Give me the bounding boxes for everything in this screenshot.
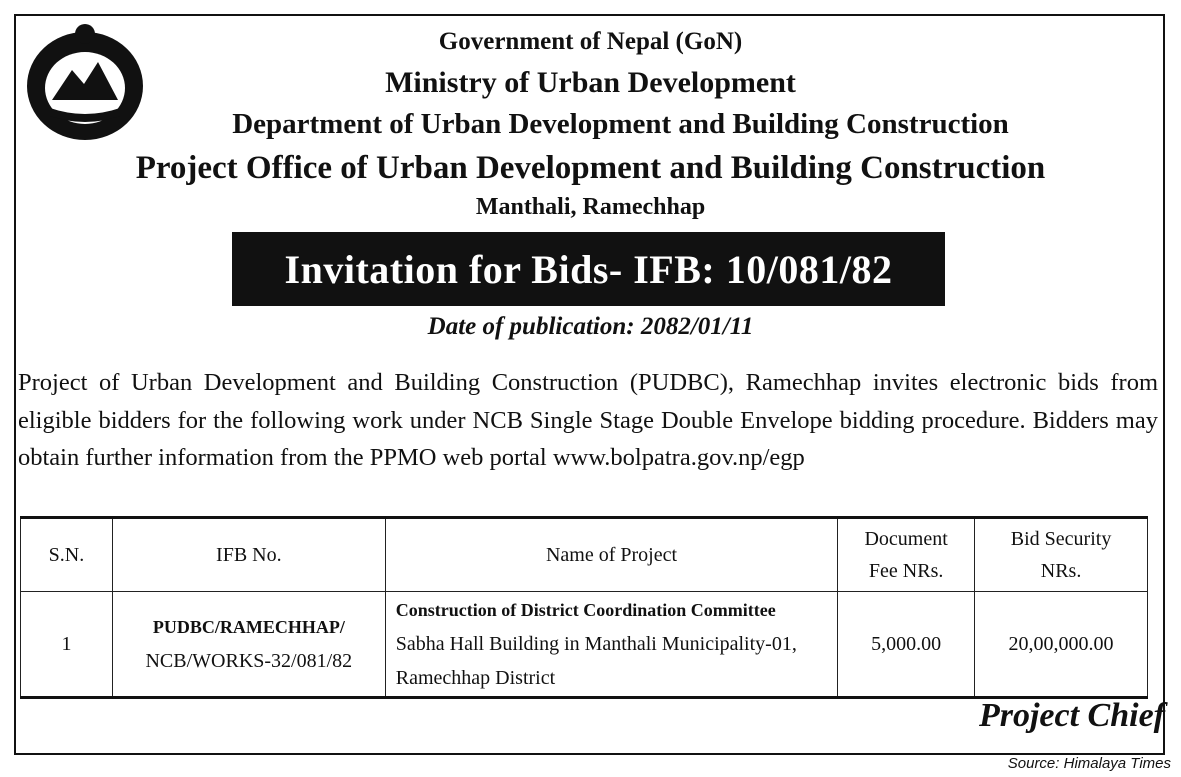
source-credit: Source: Himalaya Times xyxy=(1007,755,1171,772)
ministry-heading: Ministry of Urban Development xyxy=(385,66,796,99)
header-ifb: IFB No. xyxy=(112,518,385,592)
office-heading: Project Office of Urban Development and Building Construction xyxy=(135,150,1046,186)
header-document-fee: Document Fee NRs. xyxy=(838,518,975,592)
notice-body: Project of Urban Development and Building Construction (PUDBC), Ramechhap invites electronic bids from eligible bidders for the following work under NCB Single Stage Double Envelope bidding procedure. Bidders may obtain further information from the PPMO web portal www.bolpatra.gov.np/egp xyxy=(18,369,1158,471)
government-heading: Government of Nepal (GoN) xyxy=(438,28,743,55)
location-heading: Manthali, Ramechhap xyxy=(475,194,706,220)
department-heading: Department of Urban Development and Building Construction xyxy=(232,108,1009,140)
header-project-name: Name of Project xyxy=(385,518,837,592)
signature: Project Chief xyxy=(978,697,1165,734)
bids-table xyxy=(20,516,1148,699)
header-sn: S.N. xyxy=(21,518,113,592)
cell-project-name: Construction of District Coordination Committee Sabha Hall Building in Manthali Municipality-01, Ramechhap District xyxy=(385,592,837,698)
cell-ifb: PUDBC/RAMECHHAP/ NCB/WORKS-32/081/82 xyxy=(112,592,385,698)
cell-sn: 1 xyxy=(21,592,113,698)
cell-bid-security: 20,00,000.00 xyxy=(975,592,1148,698)
header-bid-security: Bid Security NRs. xyxy=(975,518,1148,592)
cell-document-fee: 5,000.00 xyxy=(838,592,975,698)
table-header-row xyxy=(21,518,1148,592)
publication-date: Date of publication: 2082/01/11 xyxy=(427,313,754,340)
table-row xyxy=(21,592,1148,698)
notice-title: Invitation for Bids- IFB: 10/081/82 xyxy=(232,232,945,306)
